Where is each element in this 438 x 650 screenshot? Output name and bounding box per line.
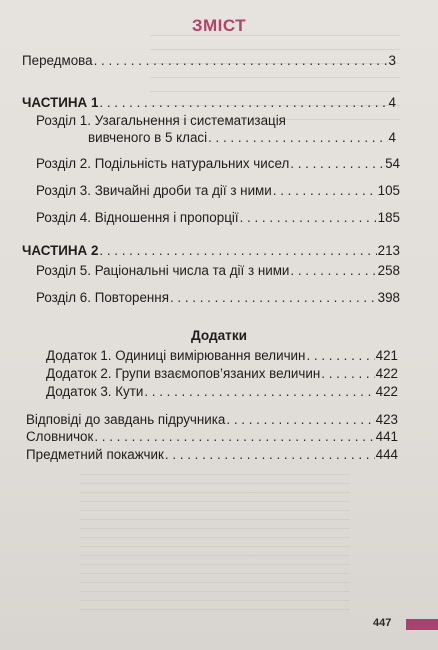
page-ref: 444 bbox=[375, 447, 398, 462]
toc-entry-index: Предметний покажчик . . . 444 bbox=[26, 447, 398, 463]
toc-entry-appendix-2: Додаток 2. Групи взаємопов’язаних величин . . . 422 bbox=[46, 366, 398, 382]
page-ref: 213 bbox=[377, 243, 400, 258]
toc-entry-answers: Відповіді до завдань підручника . . . 423 bbox=[26, 412, 398, 428]
toc-entry-appendix-3: Додаток 3. Кути . . . 422 bbox=[46, 384, 398, 400]
footer-accent-bar bbox=[406, 619, 438, 630]
toc-entry-chapter-1-line1: Розділ 1. Узагальнення і систематизація bbox=[36, 113, 286, 128]
toc-entry-chapter-4: Розділ 4. Відношення і пропорції . . . 185 bbox=[36, 210, 400, 226]
page-ref: 422 bbox=[375, 384, 398, 399]
page-number: 447 bbox=[373, 617, 392, 629]
toc-entry-glossary: Словничок . . . 441 bbox=[26, 429, 398, 445]
leader-dots bbox=[273, 183, 377, 199]
page-ref: 423 bbox=[375, 412, 398, 427]
page-title: ЗМІСТ bbox=[191, 16, 247, 35]
page-ref: 3 bbox=[388, 53, 396, 68]
leader-dots bbox=[226, 412, 374, 428]
leader-dots bbox=[290, 156, 384, 172]
toc-entry-appendix-1: Додаток 1. Одиниці вимірювання величин . . . 421 bbox=[46, 348, 398, 364]
page-ref: 258 bbox=[377, 263, 400, 278]
page-ref: 54 bbox=[385, 156, 400, 171]
page-ref: 105 bbox=[377, 183, 400, 198]
leader-dots bbox=[94, 53, 388, 69]
leader-dots bbox=[290, 263, 376, 279]
page-ref: 4 bbox=[388, 130, 396, 145]
leader-dots bbox=[144, 384, 374, 400]
toc-entry-chapter-2: Розділ 2. Подільність натуральних чисел . . . 54 bbox=[36, 156, 400, 172]
toc-entry-part-2: ЧАСТИНА 2 . . . 213 bbox=[22, 243, 400, 259]
leader-dots bbox=[321, 366, 374, 382]
leader-dots bbox=[240, 210, 377, 226]
leader-dots bbox=[208, 130, 387, 146]
leader-dots bbox=[94, 429, 374, 445]
leader-dots bbox=[165, 447, 375, 463]
toc-entry-chapter-6: Розділ 6. Повторення . . . 398 bbox=[36, 290, 400, 306]
page-ref: 4 bbox=[388, 95, 396, 110]
page-ref: 185 bbox=[377, 210, 400, 225]
page-ref: 398 bbox=[377, 290, 400, 305]
leader-dots bbox=[306, 348, 374, 364]
leader-dots bbox=[99, 243, 376, 259]
page-ref: 422 bbox=[375, 366, 398, 381]
page-ref: 421 bbox=[375, 348, 398, 363]
page-ref: 441 bbox=[375, 429, 398, 444]
toc-entry-part-1: ЧАСТИНА 1 . . . 4 bbox=[22, 95, 396, 111]
toc-entry-chapter-3: Розділ 3. Звичайні дроби та дії з ними . . . 105 bbox=[36, 183, 400, 199]
leader-dots bbox=[99, 95, 387, 111]
toc-entry-preface: Передмова . . . 3 bbox=[22, 53, 396, 69]
toc-entry-chapter-1: вивченого в 5 класі . . . 4 bbox=[88, 130, 396, 146]
leader-dots bbox=[170, 290, 377, 306]
show-through-text bbox=[80, 470, 350, 610]
toc-entry-chapter-5: Розділ 5. Раціональні числа та дії з ними . . . 258 bbox=[36, 263, 400, 279]
appendix-heading: Додатки bbox=[191, 328, 247, 343]
